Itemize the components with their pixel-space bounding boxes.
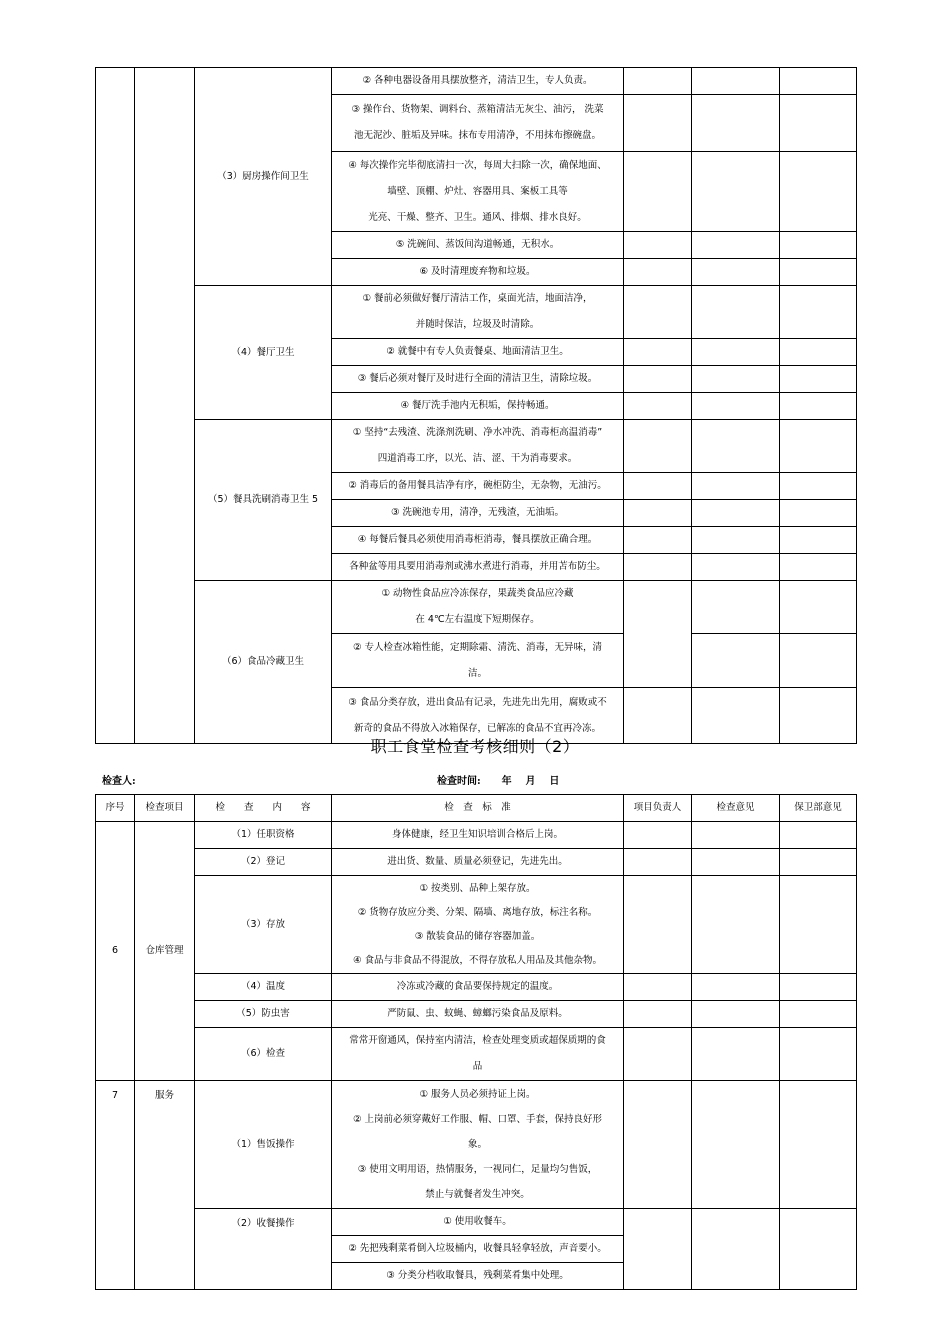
security-opinion-cell[interactable]	[780, 393, 857, 420]
content-cell: （6）检查	[195, 1028, 332, 1081]
opinion-cell[interactable]	[692, 393, 780, 420]
security-opinion-cell[interactable]	[780, 1081, 857, 1209]
standard-cell: 常常开窗通风，保持室内清洁，检查处理变质或超保质期的食 品	[332, 1028, 624, 1081]
seq-cell: 7	[96, 1081, 135, 1290]
standard-cell: 进出货、数量、质量必须登记，先进先出。	[332, 849, 624, 876]
content-dining: （4）餐厅卫生	[195, 286, 332, 420]
opinion-cell[interactable]	[692, 1081, 780, 1209]
inspector-label: 检查人:	[102, 776, 136, 787]
owner-cell[interactable]	[624, 527, 692, 554]
owner-cell[interactable]	[624, 581, 692, 688]
owner-cell[interactable]	[624, 68, 692, 95]
opinion-cell[interactable]	[692, 527, 780, 554]
standard-cell: ② 专人检查冰箱性能，定期除霜、清洗、消毒，无异味，清 洁。	[332, 634, 624, 688]
owner-cell[interactable]	[624, 1081, 692, 1209]
security-opinion-cell[interactable]	[780, 876, 857, 974]
standard-cell: ④ 餐厅洗手池内无积垢，保持畅通。	[332, 393, 624, 420]
opinion-cell[interactable]	[692, 366, 780, 393]
owner-cell[interactable]	[624, 1028, 692, 1081]
standard-cell: ⑤ 洗碗间、蒸饭间沟道畅通，无积水。	[332, 232, 624, 259]
opinion-cell[interactable]	[692, 876, 780, 974]
security-opinion-cell[interactable]	[780, 527, 857, 554]
content-cell: （1）任职资格	[195, 822, 332, 849]
owner-cell[interactable]	[624, 1209, 692, 1290]
standard-cell: ① 坚持“去残渣、洗涤剂洗刷、净水冲洗、消毒柜高温消毒” 四道消毒工序，以光、洁、涩、干为消毒要求。	[332, 420, 624, 473]
owner-cell[interactable]	[624, 420, 692, 473]
standard-cell: ③ 餐后必须对餐厅及时进行全面的清洁卫生，清除垃圾。	[332, 366, 624, 393]
owner-cell[interactable]	[624, 822, 692, 849]
opinion-cell[interactable]	[692, 974, 780, 1001]
content-cell: （4）温度	[195, 974, 332, 1001]
opinion-cell[interactable]	[692, 420, 780, 473]
header-security-opinion: 保卫部意见	[780, 795, 857, 822]
opinion-cell[interactable]	[692, 259, 780, 286]
standard-cell: ④ 每餐后餐具必须使用消毒柜消毒，餐具摆放正确合理。	[332, 527, 624, 554]
opinion-cell[interactable]	[692, 473, 780, 500]
hygiene-check-table	[95, 67, 857, 744]
opinion-cell[interactable]	[692, 339, 780, 366]
owner-cell[interactable]	[624, 152, 692, 232]
opinion-cell[interactable]	[692, 634, 780, 688]
standard-cell: ② 就餐中有专人负责餐桌、地面清洁卫生。	[332, 339, 624, 366]
owner-cell[interactable]	[624, 339, 692, 366]
opinion-cell[interactable]	[692, 152, 780, 232]
owner-cell[interactable]	[624, 974, 692, 1001]
content-cell: （1）售饭操作	[195, 1081, 332, 1209]
page-title: 职工食堂检查考核细则（2）	[370, 737, 580, 756]
opinion-cell[interactable]	[692, 232, 780, 259]
owner-cell[interactable]	[624, 473, 692, 500]
header-item: 检查项目	[135, 795, 195, 822]
security-opinion-cell[interactable]	[780, 1028, 857, 1081]
security-opinion-cell[interactable]	[780, 473, 857, 500]
standard-cell: ② 先把残剩菜肴倒入垃圾桶内，收餐具轻拿轻放，声音要小。	[332, 1236, 624, 1263]
owner-cell[interactable]	[624, 1001, 692, 1028]
security-opinion-cell[interactable]	[780, 554, 857, 581]
standard-cell: 冷冻或冷藏的食品要保持规定的温度。	[332, 974, 624, 1001]
seq-cell	[96, 68, 135, 744]
standard-cell: ② 消毒后的备用餐具洁净有序，碗柜防尘，无杂物，无油污。	[332, 473, 624, 500]
standard-cell: 各种盆等用具要用消毒剂或沸水煮进行消毒，并用苫布防尘。	[332, 554, 624, 581]
content-tableware: （5）餐具洗刷消毒卫生 5	[195, 420, 332, 581]
content-cell: （3）存放	[195, 876, 332, 974]
security-opinion-cell[interactable]	[780, 974, 857, 1001]
security-opinion-cell[interactable]	[780, 1209, 857, 1290]
owner-cell[interactable]	[624, 500, 692, 527]
opinion-cell[interactable]	[692, 1209, 780, 1290]
security-opinion-cell[interactable]	[780, 1001, 857, 1028]
header-seq: 序号	[96, 795, 135, 822]
standard-cell: ① 动物性食品应冷冻保存，果蔬类食品应冷藏 在 4℃左右温度下短期保存。	[332, 581, 624, 634]
owner-cell[interactable]	[624, 876, 692, 974]
table-header-row	[96, 795, 857, 822]
security-opinion-cell[interactable]	[780, 581, 857, 634]
canteen-check-table	[95, 794, 857, 1290]
security-opinion-cell[interactable]	[780, 232, 857, 259]
content-cell: （5）防虫害	[195, 1001, 332, 1028]
standard-cell: 严防鼠、虫、蚊蝇、蟑螂污染食品及原料。	[332, 1001, 624, 1028]
seq-cell: 6	[96, 822, 135, 1081]
standard-cell: ④ 每次操作完毕彻底清扫一次，每周大扫除一次，确保地面、 墙壁、顶棚、炉灶、容器用具、案板工具等 光亮、干燥、整齐、卫生。通风、排烟、排水良好。	[332, 152, 624, 232]
opinion-cell[interactable]	[692, 500, 780, 527]
owner-cell[interactable]	[624, 393, 692, 420]
standard-cell: ① 按类别、品种上架存放。 ② 货物存放应分类、分架、隔墙、离地存放，标注名称。 ③ 散装食品的储存容器加盖。 ④ 食品与非食品不得混放，不得存放私人用品及其他杂物。	[332, 876, 624, 974]
standard-cell: ② 各种电器设备用具摆放整齐，清洁卫生，专人负责。	[332, 68, 624, 95]
security-opinion-cell[interactable]	[780, 339, 857, 366]
check-item-cell: 服务	[135, 1081, 195, 1290]
security-opinion-cell[interactable]	[780, 152, 857, 232]
opinion-cell[interactable]	[692, 286, 780, 339]
header-standard: 检 查 标 准	[332, 795, 624, 822]
standard-cell: ① 餐前必须做好餐厅清洁工作，桌面光洁，地面洁净， 并随时保洁，垃圾及时清除。	[332, 286, 624, 339]
inspection-time-label: 检查时间: 年 月 日	[437, 776, 560, 787]
security-opinion-cell[interactable]	[780, 286, 857, 339]
standard-cell: ⑥ 及时清理废弃物和垃圾。	[332, 259, 624, 286]
standard-cell: ③ 分类分档收取餐具，残剩菜肴集中处理。	[332, 1263, 624, 1290]
security-opinion-cell[interactable]	[780, 259, 857, 286]
opinion-cell[interactable]	[692, 68, 780, 95]
check-item-cell: 仓库管理	[135, 822, 195, 1081]
standard-cell: ③ 洗碗池专用，清净，无残渣，无油垢。	[332, 500, 624, 527]
security-opinion-cell[interactable]	[780, 634, 857, 688]
security-opinion-cell[interactable]	[780, 500, 857, 527]
security-opinion-cell[interactable]	[780, 366, 857, 393]
content-cell: （2）收餐操作	[195, 1209, 332, 1290]
opinion-cell[interactable]	[692, 581, 780, 634]
owner-cell[interactable]	[624, 259, 692, 286]
opinion-cell[interactable]	[692, 822, 780, 849]
opinion-cell[interactable]	[692, 1001, 780, 1028]
security-opinion-cell[interactable]	[780, 822, 857, 849]
owner-cell[interactable]	[624, 366, 692, 393]
standard-cell: ① 使用收餐车。	[332, 1209, 624, 1236]
owner-cell[interactable]	[624, 849, 692, 876]
owner-cell[interactable]	[624, 95, 692, 152]
content-cell: （2）登记	[195, 849, 332, 876]
owner-cell[interactable]	[624, 286, 692, 339]
opinion-cell[interactable]	[692, 849, 780, 876]
security-opinion-cell[interactable]	[780, 849, 857, 876]
opinion-cell[interactable]	[692, 1028, 780, 1081]
content-fridge: （6）食品冷藏卫生	[195, 581, 332, 744]
header-opinion: 检查意见	[692, 795, 780, 822]
owner-cell[interactable]	[624, 554, 692, 581]
security-opinion-cell[interactable]	[780, 68, 857, 95]
content-kitchen: （3）厨房操作间卫生	[195, 68, 332, 286]
opinion-cell[interactable]	[692, 95, 780, 152]
check-item-cell	[135, 68, 195, 744]
standard-cell: 身体健康，经卫生知识培训合格后上岗。	[332, 822, 624, 849]
owner-cell[interactable]	[624, 232, 692, 259]
security-opinion-cell[interactable]	[780, 420, 857, 473]
standard-cell: ③ 食品分类存放，进出食品有记录，先进先出先用，腐败或不 新奇的食品不得放入冰箱保存，已解冻的食品不宜再冷冻。	[332, 688, 624, 744]
opinion-cell[interactable]	[692, 554, 780, 581]
header-owner: 项目负责人	[624, 795, 692, 822]
security-opinion-cell[interactable]	[780, 95, 857, 152]
standard-cell: ① 服务人员必须持证上岗。 ② 上岗前必须穿戴好工作服、帽、口罩、手套，保持良好形 象。 ③ 使用文明用语，热情服务，一视同仁，足量均匀售饭， 禁止与就餐者发生冲突。	[332, 1081, 624, 1209]
standard-cell: ③ 操作台、货物架、调料台、蒸箱清洁无灰尘、油污， 洗菜 池无泥沙、脏垢及异味。抹布专用清净，不用抹布擦碗盘。	[332, 95, 624, 152]
header-content: 检 查 内 容	[195, 795, 332, 822]
